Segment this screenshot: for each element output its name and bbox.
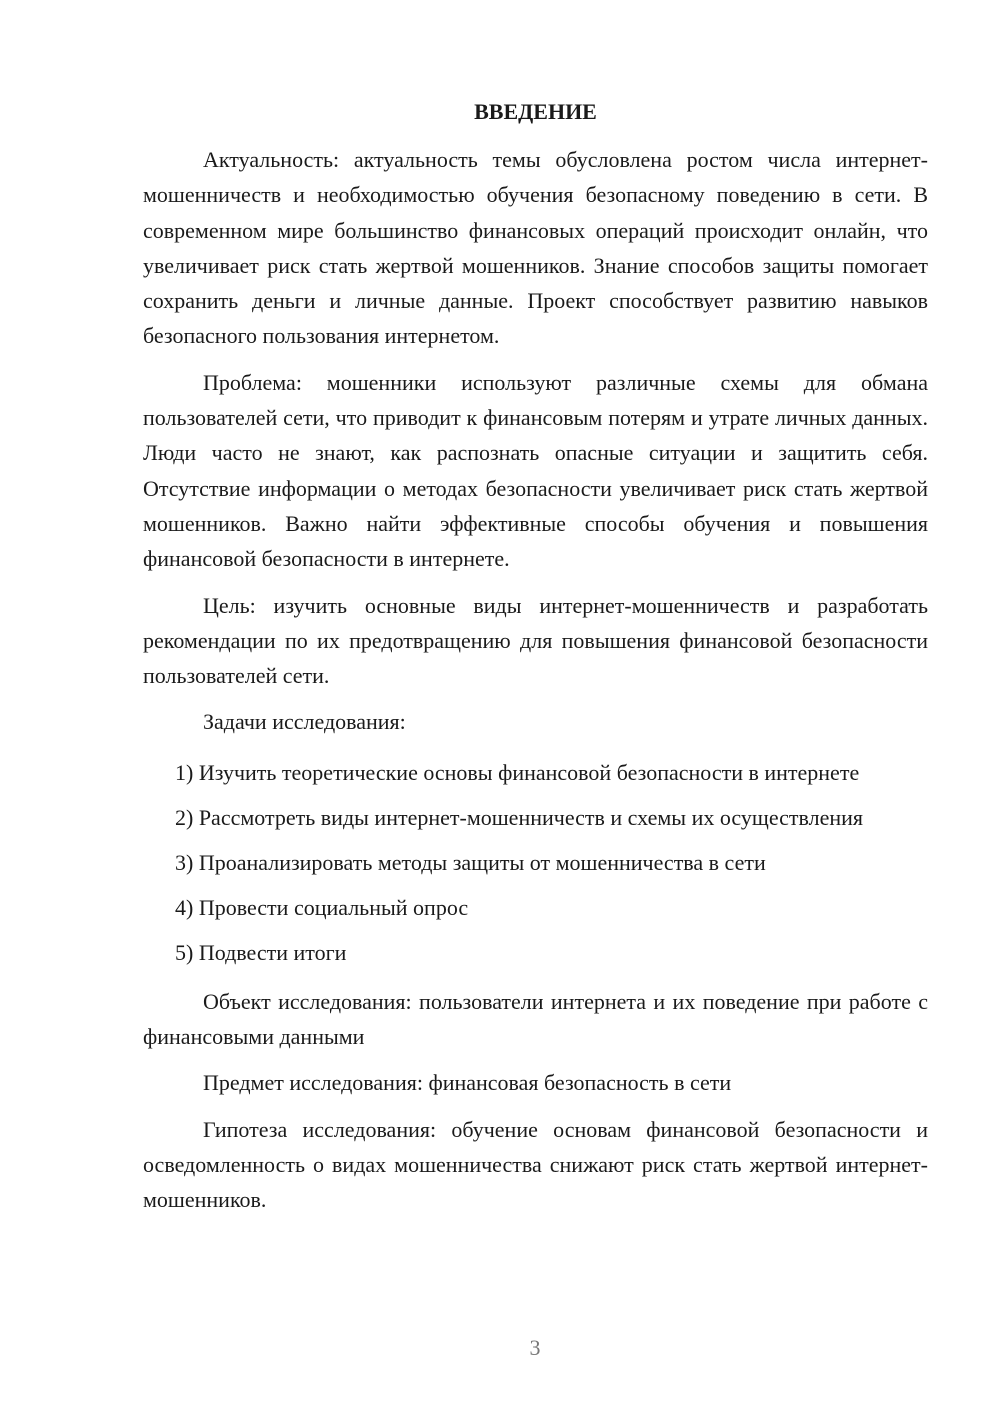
task-item: 4) Провести социальный опрос — [175, 894, 469, 920]
task-item: 5) Подвести итоги — [175, 939, 347, 965]
task-item: 3) Проанализировать методы защиты от мошенничества в сети — [175, 849, 766, 875]
hypothesis-paragraph: Гипотеза исследования: обучение основам финансовой безопасности и осведомленность о видах мошенничества снижают риск стать жертвой интернет-мошенников. — [143, 1116, 928, 1213]
relevance-paragraph: Актуальность: актуальность темы обусловлена ростом числа интернет-мошенничеств и необходимостью обучения безопасному поведению в сети. В современном мире большинство финансовых операций происходит онлайн, что увеличивает риск стать жертвой мошенников. Знание способов защиты помогает сохранить деньги и личные данные. Проект способствует развитию навыков безопасного пользования интернетом. — [143, 147, 928, 349]
problem-paragraph: Проблема: мошенники используют различные схемы для обмана пользователей сети, что приводит к финансовым потерям и утрате личных данных. Люди часто не знают, как распознать опасные ситуации и защитить себя. Отсутствие информации о методах безопасности увеличивает риск стать жертвой мошенников. Важно найти эффективные способы обучения и повышения финансовой безопасности в интернете. — [143, 369, 928, 572]
goal-paragraph: Цель: изучить основные виды интернет-мошенничеств и разработать рекомендации по их предотвращению для повышения финансовой безопасности пользователей сети. — [143, 592, 928, 689]
object-paragraph: Объект исследования: пользователи интернета и их поведение при работе с финансовыми данными — [143, 988, 928, 1050]
task-item: 2) Рассмотреть виды интернет-мошенничеств и схемы их осуществления — [175, 804, 864, 830]
tasks-title: Задачи исследования: — [203, 709, 406, 735]
task-item: 1) Изучить теоретические основы финансовой безопасности в интернете — [175, 759, 860, 785]
subject-paragraph: Предмет исследования: финансовая безопасность в сети — [203, 1070, 732, 1096]
page-number: 3 — [529, 1335, 541, 1360]
page-content — [143, 94, 928, 1229]
page-title: ВВЕДЕНИЕ — [474, 99, 597, 124]
